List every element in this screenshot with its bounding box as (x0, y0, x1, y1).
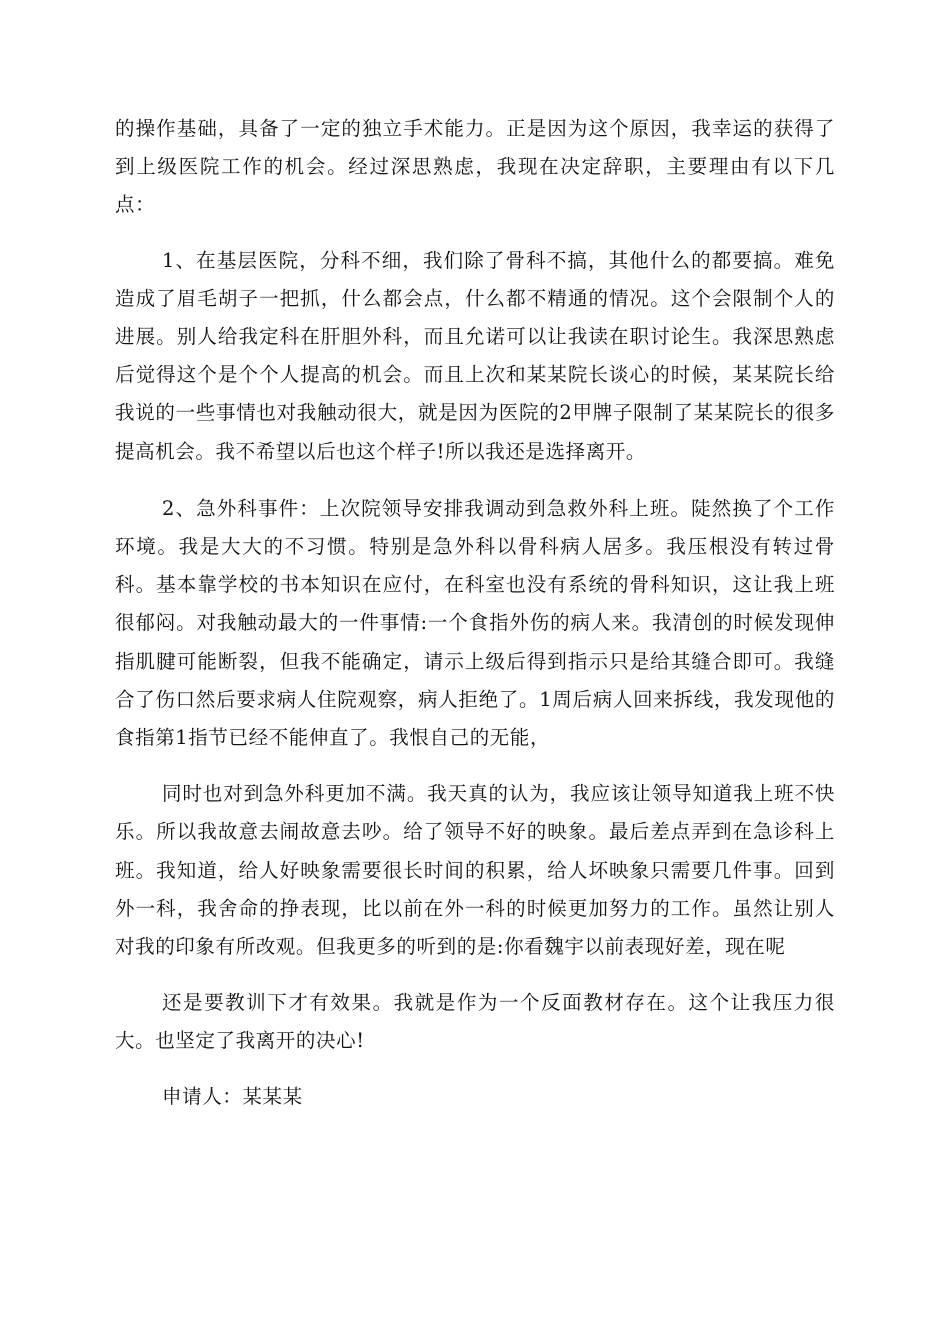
document-page (115, 110, 835, 1116)
paragraph-dissatisfaction: 同时也对到急外科更加不满。我天真的认为，我应该让领导知道我上班不快乐。所以我故意去闹故意去吵。给了领导不好的映象。最后差点弄到在急诊科上班。我知道，给人好映象需要很长时间的积累，给人坏映象只需要几件事。回到外一科，我舍命的挣表现，比以前在外一科的时候更加努力的工作。虽然让别人对我的印象有所改观。但我更多的听到的是:你看魏宇以前表现好差，现在呢 (115, 782, 835, 959)
paragraph-conclusion: 还是要教训下才有效果。我就是作为一个反面教材存在。这个让我压力很大。也坚定了我离开的决心! (115, 991, 835, 1053)
paragraph-reason-1: 1、在基层医院，分科不细，我们除了骨科不搞，其他什么的都要搞。难免造成了眉毛胡子一把抓，什么都会点，什么都不精通的情况。这个会限制个人的进展。别人给我定科在肝胆外科，而且允诺可以让我读在职讨论生。我深思熟虑后觉得这个是个个人提高的机会。而且上次和某某院长谈心的时候，某某院长给我说的一些事情也对我触动很大，就是因为医院的2甲牌子限制了某某院长的很多提高机会。我不希望以后也这个样子!所以我还是选择离开。 (115, 248, 835, 463)
paragraph-continuation: 的操作基础，具备了一定的独立手术能力。正是因为这个原因，我幸运的获得了到上级医院工作的机会。经过深思熟虑，我现在决定辞职，主要理由有以下几点： (115, 117, 835, 217)
applicant-signature: 申请人：某某某 (162, 1084, 303, 1108)
paragraph-reason-2: 2、急外科事件：上次院领导安排我调动到急救外科上班。陡然换了个工作环境。我是大大的不习惯。特别是急外科以骨科病人居多。我压根没有转过骨科。基本靠学校的书本知识在应付，在科室也没有系统的骨科知识，这让我上班很郁闷。对我触动最大的一件事情:一个食指外伤的病人来。我清创的时候发现伸指肌腱可能断裂，但我不能确定，请示上级后得到指示只是给其缝合即可。我缝合了伤口然后要求病人住院观察，病人拒绝了。1周后病人回来拆线，我发现他的食指第1指节已经不能伸直了。我恨自己的无能， (115, 496, 835, 750)
